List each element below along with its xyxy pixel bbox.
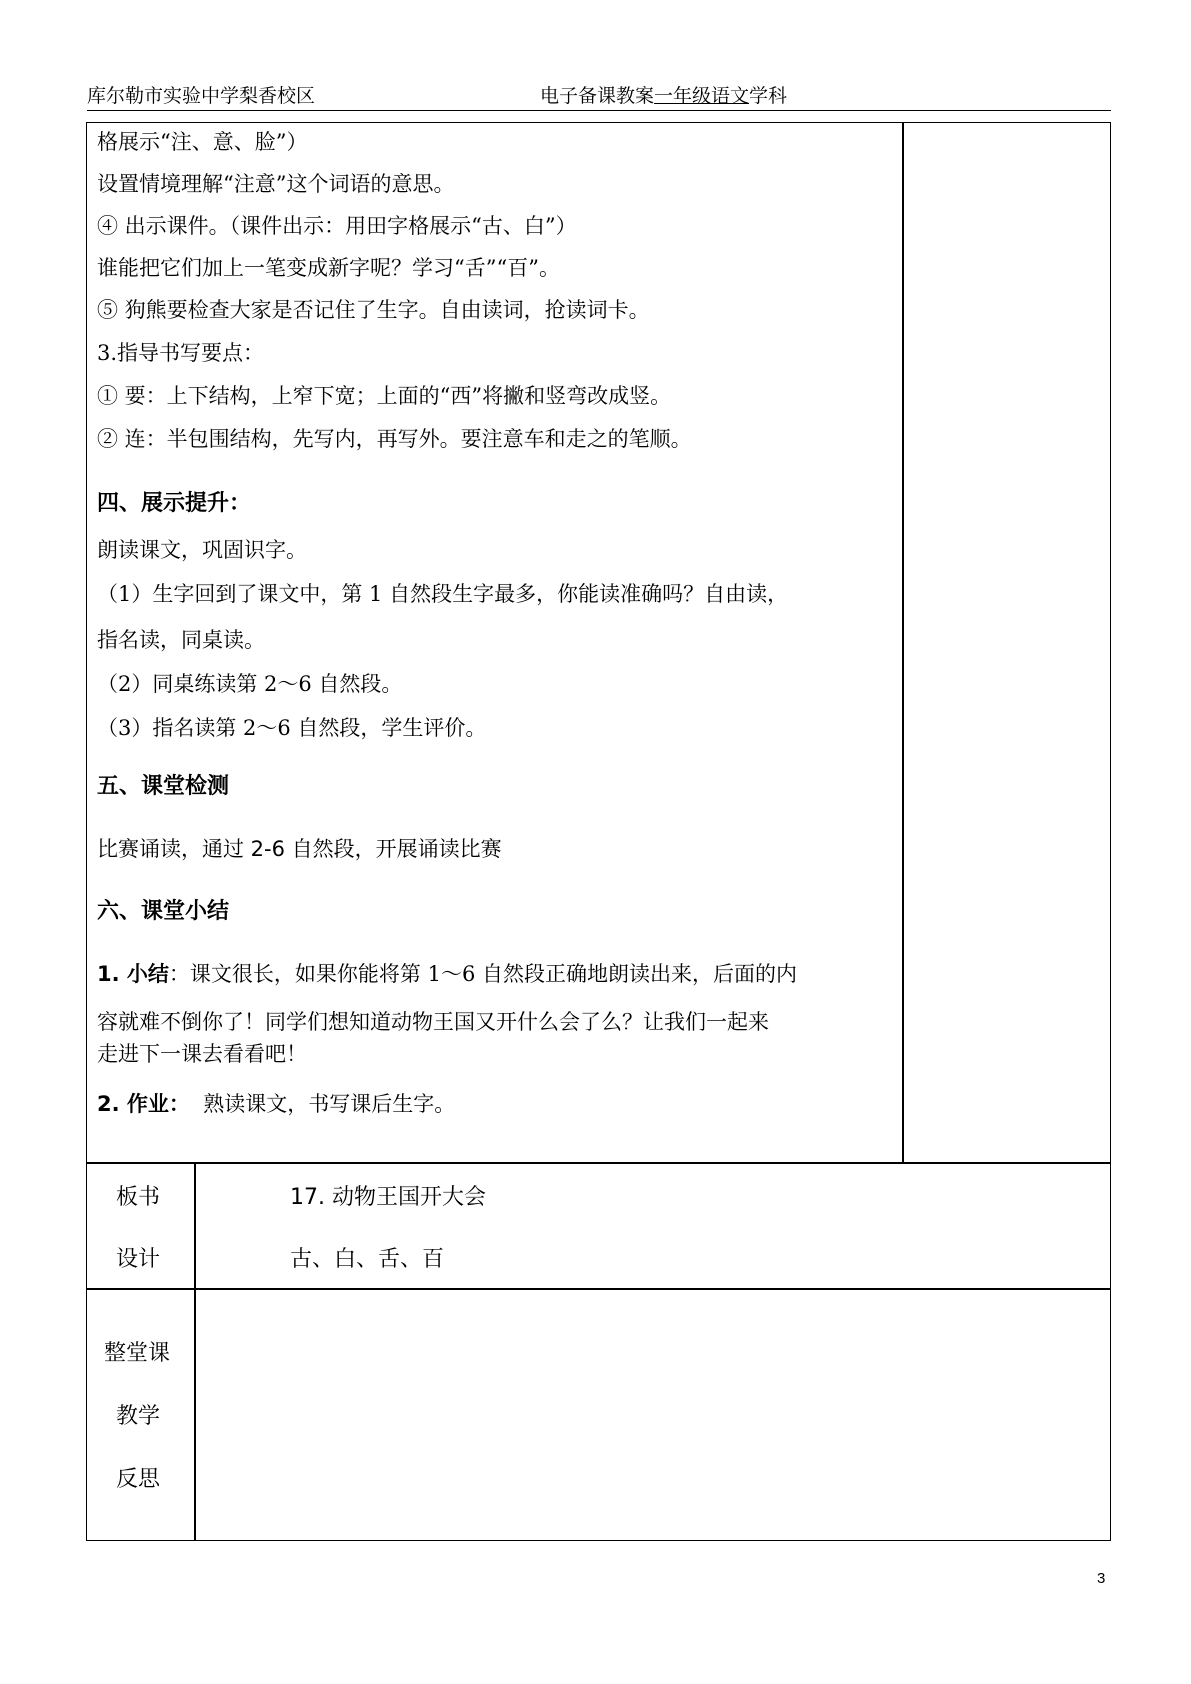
summary-line	[97, 960, 797, 988]
section-4-line: （1）生字回到了课文中，第 1 自然段生字最多，你能读准确吗？自由读，	[97, 582, 789, 606]
section-6-title: 六、课堂小结	[97, 899, 230, 924]
notes-cell	[902, 122, 1111, 1164]
summary-continuation: 容就难不倒你了！同学们想知道动物王国又开什么会了么？让我们一起来	[97, 1010, 769, 1034]
header-doc-prefix: 电子备课教案	[540, 85, 655, 107]
process-line: 谁能把它们加上一笔变成新字呢？学习“舌”“百”。	[97, 256, 560, 280]
process-line: ④ 出示课件。（课件出示：用田字格展示“古、白”）	[97, 214, 577, 238]
process-line: ② 连：半包围结构，先写内，再写外。要注意车和走之的笔顺。	[97, 427, 692, 451]
section-5-title: 五、课堂检测	[97, 774, 230, 799]
header-school: 库尔勒市实验中学梨香校区	[87, 85, 316, 107]
reflection-content-cell	[194, 1288, 1111, 1541]
section-4-line: （3）指名读第 2～6 自然段，学生评价。	[97, 716, 487, 740]
summary-continuation: 走进下一课去看看吧！	[97, 1042, 307, 1066]
header-rule	[87, 110, 1111, 111]
homework-text: 熟读课文，书写课后生字。	[203, 1092, 456, 1116]
summary-text: ：课文很长，如果你能将第 1～6 自然段正确地朗读出来，后面的内	[168, 962, 797, 986]
process-line: 3.指导书写要点：	[97, 341, 265, 365]
process-line: 格展示“注、意、脸”）	[97, 130, 308, 154]
section-4-line: 指名读，同桌读。	[97, 628, 265, 652]
board-chars: 古、白、舌、百	[290, 1247, 445, 1272]
reflection-label-line: 教学	[116, 1404, 161, 1429]
header-grade: 一年级	[654, 85, 712, 107]
reflection-label-line: 整堂课	[104, 1341, 171, 1366]
section-4-line: （2）同桌练读第 2～6 自然段。	[97, 672, 403, 696]
homework-line	[97, 1090, 455, 1118]
board-title: 17. 动物王国开大会	[290, 1185, 486, 1210]
process-line: 设置情境理解“注意”这个词语的意思。	[97, 172, 455, 196]
header-doc-suffix: 学科	[749, 85, 788, 107]
section-4-title: 四、展示提升：	[97, 491, 252, 516]
process-line: ⑤ 狗熊要检查大家是否记住了生字。自由读词，抢读词卡。	[97, 298, 650, 322]
board-label-line: 板书	[116, 1185, 161, 1210]
reflection-label-line: 反思	[116, 1467, 161, 1492]
header-subject: 语文	[711, 85, 750, 107]
board-label-line: 设计	[116, 1247, 161, 1272]
section-5-line: 比赛诵读，通过 2-6 自然段，开展诵读比赛	[97, 837, 502, 861]
summary-label: 1. 小结	[97, 962, 169, 986]
page-number: 3	[1097, 1570, 1106, 1587]
homework-label: 2. 作业：	[97, 1092, 190, 1116]
header-doc-title	[540, 84, 787, 108]
process-line: ① 要：上下结构，上窄下宽；上面的“西”将撇和竖弯改成竖。	[97, 384, 672, 408]
section-4-line: 朗读课文，巩固识字。	[97, 538, 307, 562]
